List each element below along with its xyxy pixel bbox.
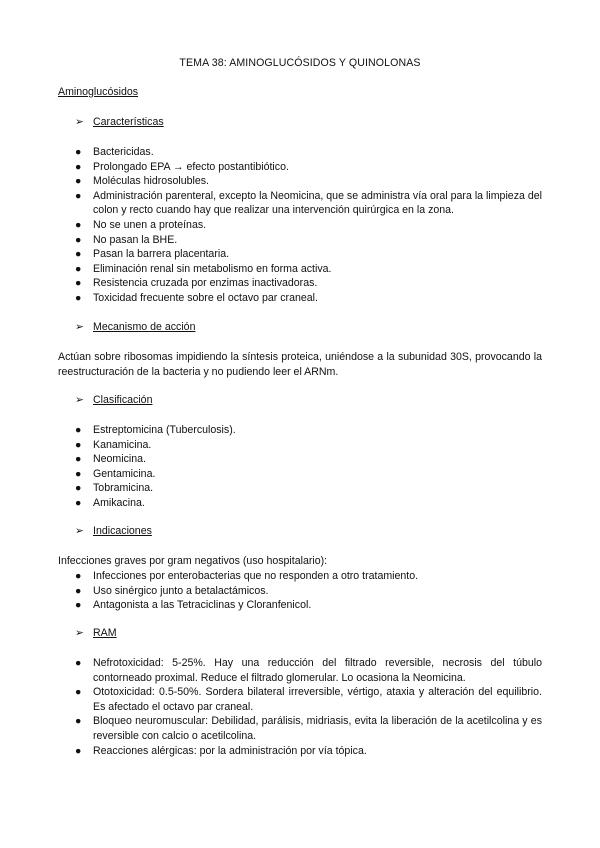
list-ram (75, 656, 542, 758)
list-item (75, 276, 542, 291)
list-item (75, 685, 542, 714)
bullet-icon: ● (75, 599, 82, 612)
list-item-text: No pasan la BHE. (93, 233, 178, 246)
bullet-icon: ● (75, 482, 82, 495)
bullet-icon: ● (75, 189, 82, 202)
list-item-text: Eliminación renal sin metabolismo en forma activa. (93, 262, 332, 275)
bullet-icon: ● (75, 160, 82, 173)
list-item (75, 262, 542, 277)
list-item-text: No se unen a proteínas. (93, 218, 207, 231)
bullet-icon: ● (75, 570, 82, 582)
bullet-icon: ● (75, 248, 82, 261)
list-item (75, 656, 542, 685)
bullet-icon: ● (75, 175, 82, 188)
bullet-icon: ● (75, 424, 82, 436)
list-item (75, 189, 542, 218)
list-item (75, 481, 542, 496)
list-item (75, 467, 542, 482)
list-item (75, 423, 542, 438)
list-item-text: Bactericidas. (93, 146, 154, 158)
list-item-text: Kanamicina. (93, 438, 152, 451)
bullet-icon: ● (75, 277, 82, 290)
list-item-text: Prolongado EPA → efecto postantibiótico. (93, 160, 289, 173)
bullet-icon: ● (75, 467, 82, 480)
subheading-label: Clasificación (93, 394, 153, 406)
list-item-text: Bloqueo neuromuscular: Debilidad, parálisis, midriasis, evita la liberación de la acetilcolina y es reversible con calcio o acetilcolina. (93, 715, 542, 742)
list-item (75, 452, 542, 467)
list-item (75, 145, 542, 160)
bullet-icon: ● (75, 584, 82, 597)
bullet-icon: ● (75, 291, 82, 304)
bullet-icon: ● (75, 146, 82, 158)
list-item-text: Reacciones alérgicas: por la administración por vía tópica. (93, 744, 367, 757)
subheading-clasificacion (75, 394, 152, 406)
list-item-text: Estreptomicina (Tuberculosis). (93, 424, 236, 436)
list-item-text: Resistencia cruzada por enzimas inactivadoras. (93, 277, 318, 290)
list-caracteristicas (75, 145, 542, 306)
subheading-indicaciones (75, 525, 152, 537)
section-heading-aminoglucosidos: Aminoglucósidos (58, 86, 139, 98)
paragraph-indicaciones-intro: Infecciones graves por gram negativos (uso hospitalario): (58, 555, 328, 567)
list-item-text: Neomicina. (93, 453, 146, 466)
subheading-label: Características (93, 116, 164, 128)
list-item (75, 744, 542, 759)
arrow-bullet-icon: ➢ (75, 525, 84, 537)
subheading-caracteristicas (75, 116, 164, 128)
list-item (75, 233, 542, 248)
list-item-text: Uso sinérgico junto a betalactámicos. (93, 584, 269, 597)
arrow-bullet-icon: ➢ (75, 394, 84, 406)
paragraph-mecanismo: Actúan sobre ribosomas impidiendo la síntesis proteica, uniéndose a la subunidad 30S, provocando la reestructuración de la bacteria y no pudiendo leer el ARNm. (58, 351, 542, 378)
list-item (75, 291, 542, 306)
bullet-icon: ● (75, 496, 82, 509)
list-item-text: Infecciones por enterobacterias que no responden a otro tratamiento. (93, 570, 419, 582)
list-item (75, 160, 542, 175)
list-item (75, 496, 542, 511)
bullet-icon: ● (75, 453, 82, 466)
list-item (75, 569, 542, 584)
arrow-bullet-icon: ➢ (75, 321, 84, 333)
bullet-icon: ● (75, 233, 82, 246)
list-item-text: Amikacina. (93, 496, 145, 509)
list-item (75, 584, 542, 599)
list-item-text: Pasan la barrera placentaria. (93, 248, 230, 261)
subheading-ram (75, 627, 117, 639)
list-item (75, 714, 542, 743)
bullet-icon: ● (75, 218, 82, 231)
subheading-label: RAM (93, 627, 117, 639)
list-clasificacion (75, 423, 542, 511)
bullet-icon: ● (75, 438, 82, 451)
arrow-bullet-icon: ➢ (75, 627, 84, 639)
bullet-icon: ● (75, 262, 82, 275)
bullet-icon: ● (75, 715, 82, 728)
list-item-text: Toxicidad frecuente sobre el octavo par craneal. (93, 291, 318, 304)
subheading-label: Mecanismo de acción (93, 321, 196, 333)
subheading-label: Indicaciones (93, 525, 152, 537)
list-item (75, 174, 542, 189)
list-item-text: Ototoxicidad: 0.5-50%. Sordera bilateral irreversible, vértigo, ataxia y alteración del equilibrio. Es afectado el octavo par craneal. (93, 686, 542, 713)
list-item-text: Moléculas hidrosolubles. (93, 175, 210, 188)
bullet-icon: ● (75, 744, 82, 757)
list-item (75, 247, 542, 262)
list-item-text: Antagonista a las Tetraciclinas y Cloranfenicol. (93, 599, 312, 612)
list-item (75, 438, 542, 453)
list-item-text: Gentamicina. (93, 467, 156, 480)
list-item (75, 218, 542, 233)
bullet-icon: ● (75, 686, 82, 699)
arrow-bullet-icon: ➢ (75, 116, 84, 128)
list-item-text: Administración parenteral, excepto la Neomicina, que se administra vía oral para la limpieza del colon y recto cuando hay que realizar una intervención quirúrgica en la zona. (93, 189, 542, 217)
list-item-text: Tobramicina. (93, 482, 154, 495)
list-indicaciones (75, 569, 542, 613)
list-item (75, 598, 542, 613)
subheading-mecanismo (75, 321, 195, 333)
list-item-text: Nefrotoxicidad: 5-25%. Hay una reducción del filtrado reversible, necrosis del túbulo contorneado proximal. Reduce el filtrado glomerular. Lo ocasiona la Neomicina. (93, 657, 542, 684)
bullet-icon: ● (75, 657, 82, 669)
page-title: TEMA 38: AMINOGLUCÓSIDOS Y QUINOLONAS (179, 57, 421, 69)
